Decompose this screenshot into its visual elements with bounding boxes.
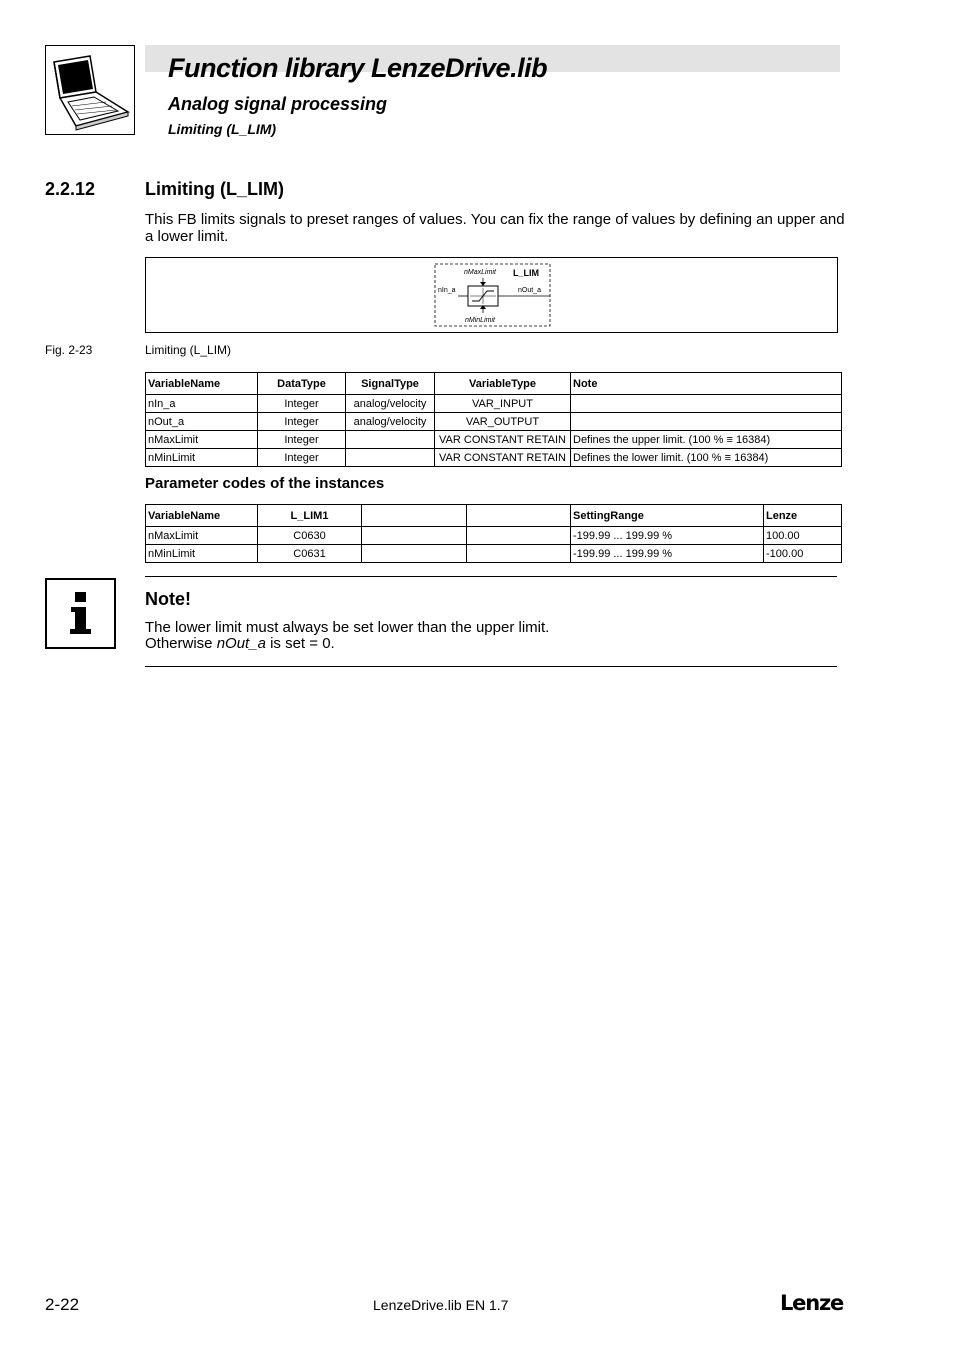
header-cell: VariableName: [146, 373, 258, 395]
table-cell: C0631: [258, 545, 362, 563]
table-cell: Defines the lower limit. (100 % ≡ 16384): [571, 449, 842, 467]
param-table: [145, 504, 842, 563]
table-cell: nMaxLimit: [146, 527, 258, 545]
table-cell: Integer: [258, 413, 346, 431]
section-title: Limiting (L_LIM): [145, 179, 284, 199]
table-cell: Integer: [258, 449, 346, 467]
table-cell: VAR_INPUT: [435, 395, 571, 413]
table-cell: nMinLimit: [146, 449, 258, 467]
header-cell: Note: [571, 373, 842, 395]
note-line-2-suffix: is set = 0.: [265, 635, 335, 652]
table-cell: [346, 449, 435, 467]
table-cell: analog/velocity: [346, 413, 435, 431]
table-row: [146, 449, 842, 467]
header-cell: [467, 505, 571, 527]
table-cell: nOut_a: [146, 413, 258, 431]
param-heading: Parameter codes of the instances: [145, 475, 385, 492]
table-header-row: [146, 505, 842, 527]
header-cell: VariableName: [146, 505, 258, 527]
laptop-icon: [46, 46, 134, 134]
table-cell: [571, 413, 842, 431]
table-cell: 100.00: [764, 527, 842, 545]
page-subtitle: Analog signal processing: [168, 94, 388, 114]
note-top-rule: [145, 576, 837, 577]
table-cell: VAR CONSTANT RETAIN: [435, 431, 571, 449]
figure-caption: Limiting (L_LIM): [145, 343, 232, 357]
table-cell: -100.00: [764, 545, 842, 563]
table-cell: C0630: [258, 527, 362, 545]
table-cell: [362, 527, 467, 545]
table-cell: -199.99 ... 199.99 %: [571, 545, 764, 563]
table-row: [146, 395, 842, 413]
table-cell: nMaxLimit: [146, 431, 258, 449]
page-number: 2-22: [45, 1295, 80, 1314]
note-bottom-rule: [145, 666, 837, 667]
header-cell: SettingRange: [571, 505, 764, 527]
table-cell: [467, 527, 571, 545]
table-row: [146, 545, 842, 563]
info-icon: [45, 578, 116, 649]
header-cell: L_LIM1: [258, 505, 362, 527]
table-header-row: [146, 373, 842, 395]
table-cell: nMinLimit: [146, 545, 258, 563]
table-cell: -199.99 ... 199.99 %: [571, 527, 764, 545]
table-cell: Integer: [258, 431, 346, 449]
laptop-icon-frame: [45, 45, 135, 135]
header-cell: DataType: [258, 373, 346, 395]
footer-doc-id: LenzeDrive.lib EN 1.7: [373, 1297, 509, 1313]
table-cell: [467, 545, 571, 563]
l-lim-block-diagram: [146, 258, 837, 332]
table-row: [146, 413, 842, 431]
note-variable: nOut_a: [216, 635, 266, 652]
input-label: nIn_a: [438, 287, 456, 294]
section-number: 2.2.12: [45, 179, 96, 199]
header-cell: SignalType: [346, 373, 435, 395]
table-cell: [571, 395, 842, 413]
header-cell: [362, 505, 467, 527]
table-cell: [346, 431, 435, 449]
figure-number: Fig. 2-23: [45, 343, 93, 357]
note-line-1: The lower limit must always be set lower than the upper limit.: [145, 619, 550, 636]
table-row: [146, 527, 842, 545]
brand-logo: Lenze: [780, 1291, 844, 1315]
table-cell: VAR CONSTANT RETAIN: [435, 449, 571, 467]
note-title: Note!: [145, 589, 191, 609]
table-cell: VAR_OUTPUT: [435, 413, 571, 431]
variables-table: [145, 372, 842, 467]
block-name: L_LIM: [513, 268, 539, 278]
header-cell: VariableType: [435, 373, 571, 395]
page-subsubtitle: Limiting (L_LIM): [168, 121, 277, 137]
table-row: [146, 431, 842, 449]
table-cell: nIn_a: [146, 395, 258, 413]
bottom-input-label: nMinLimit: [465, 317, 495, 324]
output-label: nOut_a: [518, 287, 541, 294]
page-title: Function library LenzeDrive.lib: [168, 53, 548, 83]
figure-frame: [145, 257, 838, 333]
note-line-2: [145, 635, 335, 652]
header-cell: Lenze: [764, 505, 842, 527]
table-cell: Defines the upper limit. (100 % ≡ 16384): [571, 431, 842, 449]
table-cell: Integer: [258, 395, 346, 413]
table-cell: analog/velocity: [346, 395, 435, 413]
section-intro: This FB limits signals to preset ranges of values. You can fix the range of values by defining an upper and a lower limit.: [145, 211, 845, 245]
note-line-2-prefix: Otherwise: [145, 635, 217, 652]
table-cell: [362, 545, 467, 563]
top-input-label: nMaxLimit: [464, 269, 496, 276]
